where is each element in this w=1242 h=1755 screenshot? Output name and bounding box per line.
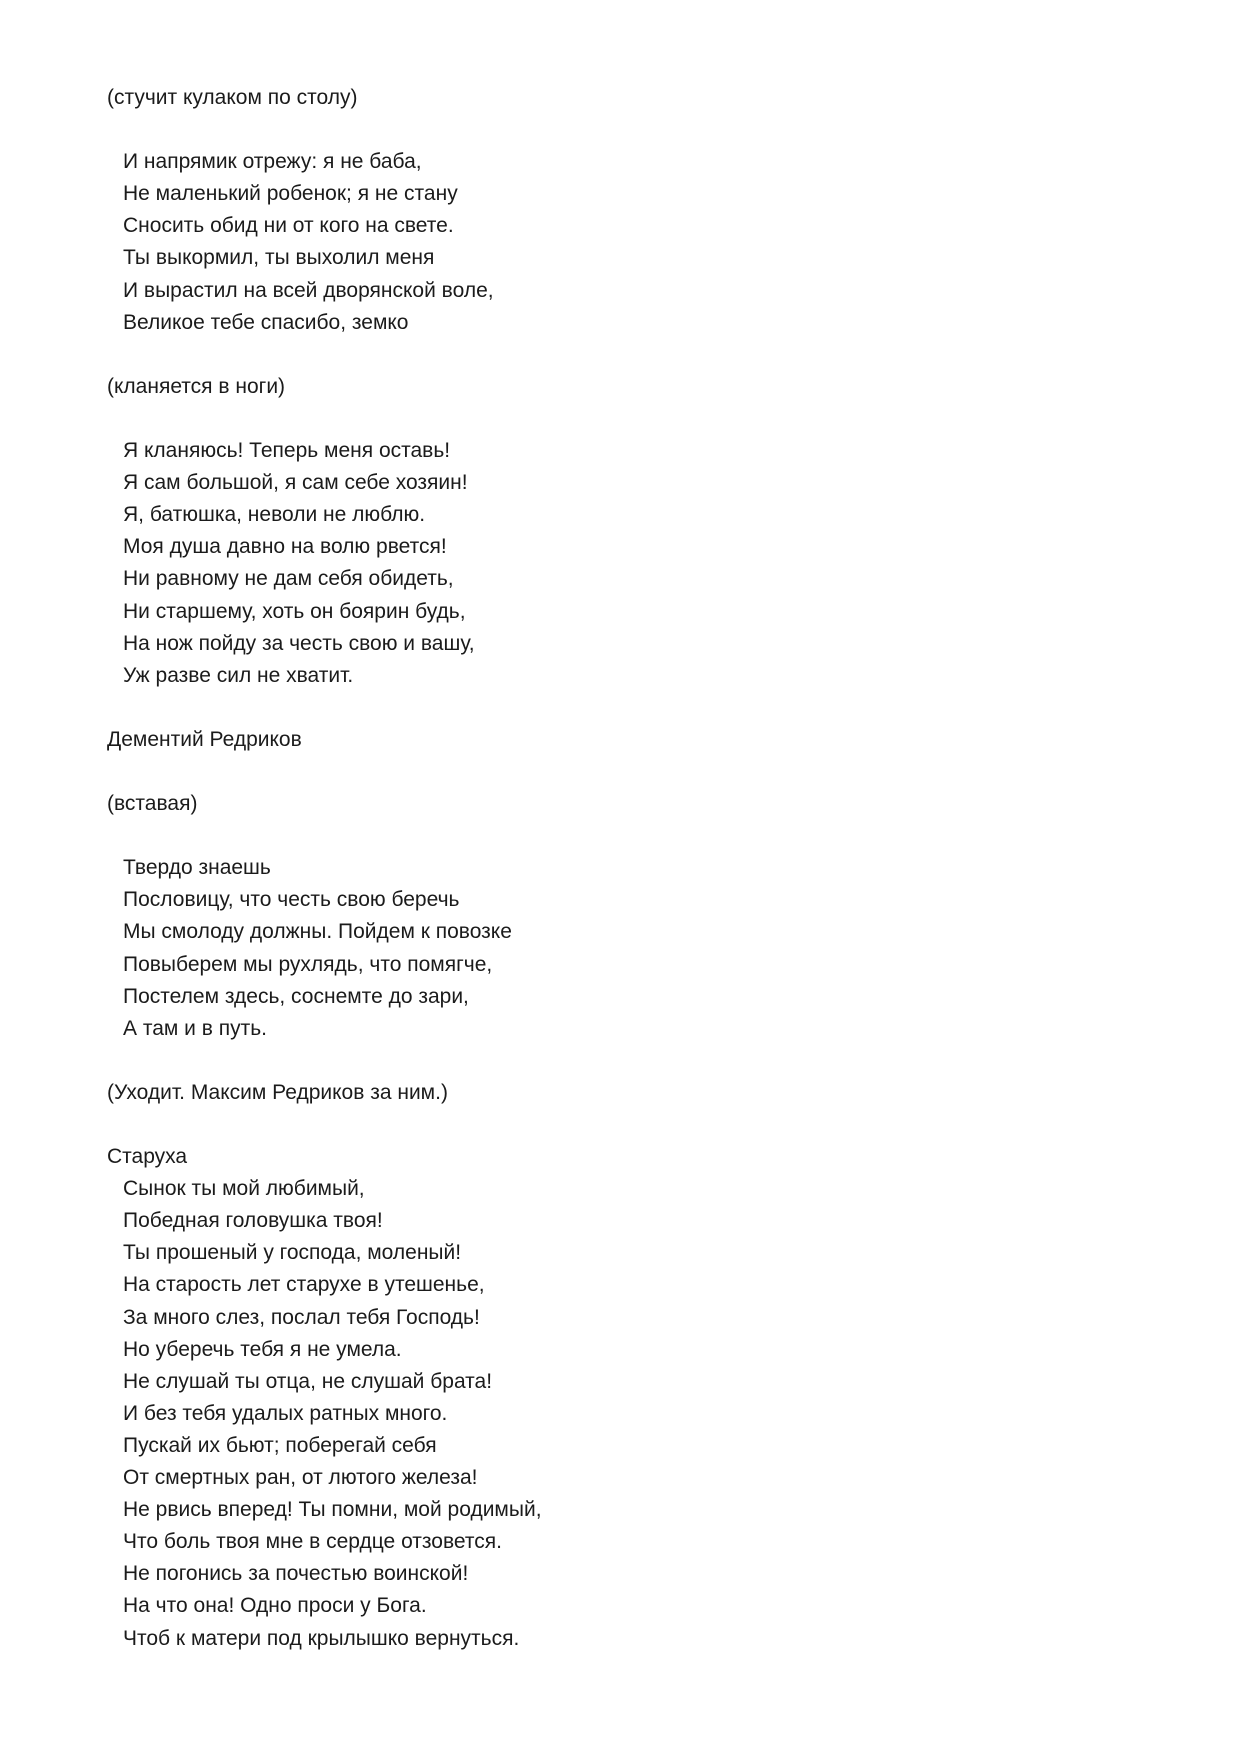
verse-line: Победная головушка твоя! bbox=[123, 1209, 383, 1233]
play-text bbox=[107, 82, 1147, 1655]
verse-line: Великое тебе спасибо, земко bbox=[123, 310, 409, 334]
blank-line bbox=[107, 339, 1147, 371]
blank-line bbox=[107, 403, 1147, 435]
verse-line: Ни старшему, хоть он боярин будь, bbox=[123, 599, 466, 623]
verse-line: Сносить обид ни от кого на свете. bbox=[123, 214, 454, 238]
verse-line: Не рвись вперед! Ты помни, мой родимый, bbox=[123, 1498, 542, 1522]
verse-line: Постелем здесь, соснемте до зари, bbox=[123, 984, 469, 1008]
blank-line bbox=[107, 1109, 1147, 1141]
verse-line: От смертных ран, от лютого железа! bbox=[123, 1466, 478, 1490]
verse-line: Не погонись за почестью воинской! bbox=[123, 1562, 469, 1586]
stage-direction: (вставая) bbox=[107, 792, 198, 816]
verse-line: Не маленький робенок; я не стану bbox=[123, 182, 458, 206]
verse-line: Но уберечь тебя я не умела. bbox=[123, 1337, 402, 1361]
verse-line: На что она! Одно проси у Бога. bbox=[123, 1594, 427, 1618]
verse-line: На старость лет старухе в утешенье, bbox=[123, 1273, 485, 1297]
verse-block bbox=[107, 1173, 1147, 1654]
blank-line bbox=[107, 820, 1147, 852]
verse-line: Мы смолоду должны. Пойдем к повозке bbox=[123, 920, 512, 944]
verse-line: Что боль твоя мне в сердце отзовется. bbox=[123, 1530, 502, 1554]
verse-line: Ты прошеный у господа, моленый! bbox=[123, 1241, 462, 1265]
verse-line: Сынок ты мой любимый, bbox=[123, 1177, 365, 1201]
verse-line: Я сам большой, я сам себе хозяин! bbox=[123, 471, 468, 495]
verse-line: И вырастил на всей дворянской воле, bbox=[123, 278, 494, 302]
stage-direction: (кланяется в ноги) bbox=[107, 374, 286, 398]
blank-line bbox=[107, 1045, 1147, 1077]
verse-block bbox=[107, 435, 1147, 692]
verse-line: А там и в путь. bbox=[123, 1016, 267, 1040]
speaker-name: Старуха bbox=[107, 1145, 188, 1169]
verse-line: И без тебя удалых ратных много. bbox=[123, 1401, 448, 1425]
verse-line: И напрямик отрежу: я не баба, bbox=[123, 150, 422, 174]
verse-line: Я, батюшка, неволи не люблю. bbox=[123, 503, 426, 527]
verse-line: Чтоб к матери под крылышко вернуться. bbox=[123, 1626, 520, 1650]
blank-line bbox=[107, 756, 1147, 788]
verse-line: Твердо знаешь bbox=[123, 856, 271, 880]
verse-line: Ни равному не дам себя обидеть, bbox=[123, 567, 454, 591]
verse-line: Моя душа давно на волю рвется! bbox=[123, 535, 447, 559]
verse-line: Пускай их бьют; поберегай себя bbox=[123, 1433, 437, 1457]
verse-line: Уж разве сил не хватит. bbox=[123, 663, 354, 687]
verse-line: Пословицу, что честь свою беречь bbox=[123, 888, 460, 912]
verse-line: За много слез, послал тебя Господь! bbox=[123, 1305, 480, 1329]
verse-line: Не слушай ты отца, не слушай брата! bbox=[123, 1369, 493, 1393]
stage-direction: (Уходит. Максим Редриков за ним.) bbox=[107, 1080, 448, 1104]
stage-direction: (стучит кулаком по столу) bbox=[107, 86, 358, 109]
verse-line: Повыберем мы рухлядь, что помягче, bbox=[123, 952, 493, 976]
blank-line bbox=[107, 114, 1147, 146]
verse-line: На нож пойду за честь свою и вашу, bbox=[123, 631, 475, 655]
verse-block bbox=[107, 852, 1147, 1045]
speaker-name: Дементий Редриков bbox=[107, 727, 302, 751]
blank-line bbox=[107, 692, 1147, 724]
verse-line: Ты выкормил, ты выхолил меня bbox=[123, 246, 435, 270]
verse-block bbox=[107, 146, 1147, 339]
verse-line: Я кланяюсь! Теперь меня оставь! bbox=[123, 439, 451, 463]
